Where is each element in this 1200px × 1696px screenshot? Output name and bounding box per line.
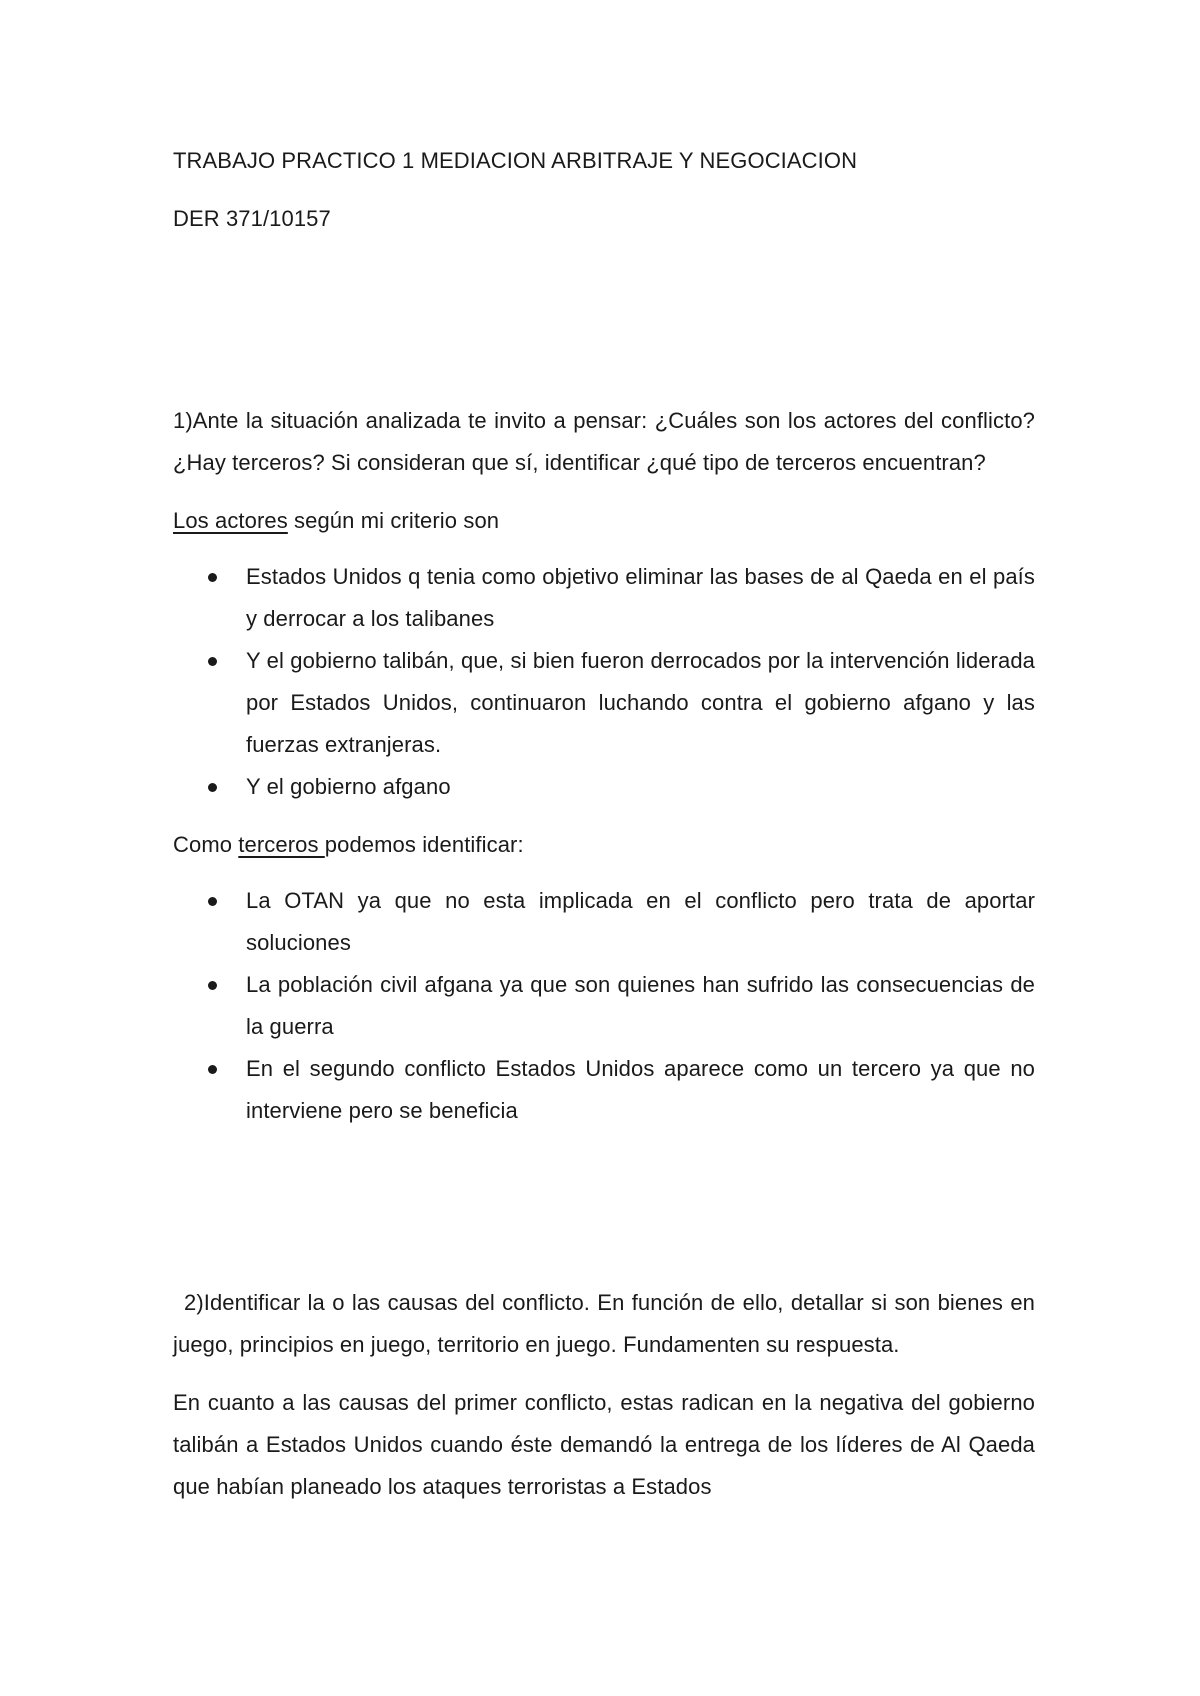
list-item — [173, 1048, 1035, 1132]
third-text: La OTAN ya que no esta implicada en el conflicto pero trata de aportar soluciones — [246, 888, 1035, 955]
blank-space — [173, 240, 1035, 400]
actor-text: Y el gobierno afgano — [246, 774, 451, 799]
thirds-intro — [173, 824, 1035, 866]
list-item — [173, 556, 1035, 640]
course-code: DER 371/10157 — [173, 206, 331, 231]
question-1: 1)Ante la situación analizada te invito a pensar: ¿Cuáles son los actores del conflicto? ¿Hay terceros? Si consideran que sí, identificar ¿qué tipo de terceros encuentran? — [173, 408, 1035, 475]
actor-text: Estados Unidos q tenia como objetivo eliminar las bases de al Qaeda en el país y derrocar a los talibanes — [246, 564, 1035, 631]
list-item — [173, 766, 1035, 808]
bullet-icon — [208, 1065, 217, 1074]
thirds-suffix: podemos identificar: — [324, 832, 524, 857]
thirds-label: terceros — [238, 832, 325, 857]
answer-2: En cuanto a las causas del primer conflicto, estas radican en la negativa del gobierno talibán a Estados Unidos cuando éste demandó la entrega de los líderes de Al Qaeda que habían planeado los ataques terroristas a Estados — [173, 1390, 1035, 1499]
bullet-icon — [208, 783, 217, 792]
actor-text: Y el gobierno talibán, que, si bien fueron derrocados por la intervención liderada por Estados Unidos, continuaron luchando contra el gobierno afgano y las fuerzas extranjeras. — [246, 648, 1035, 757]
list-item — [173, 640, 1035, 766]
actors-intro — [173, 500, 1035, 542]
actors-label: Los actores — [173, 508, 288, 533]
third-text: En el segundo conflicto Estados Unidos aparece como un tercero ya que no interviene pero se beneficia — [246, 1056, 1035, 1123]
list-item — [173, 964, 1035, 1048]
question-2-text: 2)Identificar la o las causas del conflicto. En función de ello, detallar si son bienes en juego, principios en juego, territorio en juego. Fundamenten su respuesta. — [173, 1290, 1035, 1357]
blank-space — [173, 1132, 1035, 1282]
bullet-icon — [208, 981, 217, 990]
bullet-icon — [208, 657, 217, 666]
bullet-icon — [208, 897, 217, 906]
document-title: TRABAJO PRACTICO 1 MEDIACION ARBITRAJE Y NEGOCIACION — [173, 148, 858, 173]
list-item — [173, 880, 1035, 964]
question-2 — [173, 1282, 1035, 1366]
actors-intro-text: según mi criterio son — [287, 508, 500, 533]
actors-list — [173, 556, 1035, 808]
thirds-prefix: Como — [173, 832, 239, 857]
document-body — [173, 140, 1035, 1508]
third-text: La población civil afgana ya que son quienes han sufrido las consecuencias de la guerra — [246, 972, 1035, 1039]
bullet-icon — [208, 573, 217, 582]
thirds-list — [173, 880, 1035, 1132]
